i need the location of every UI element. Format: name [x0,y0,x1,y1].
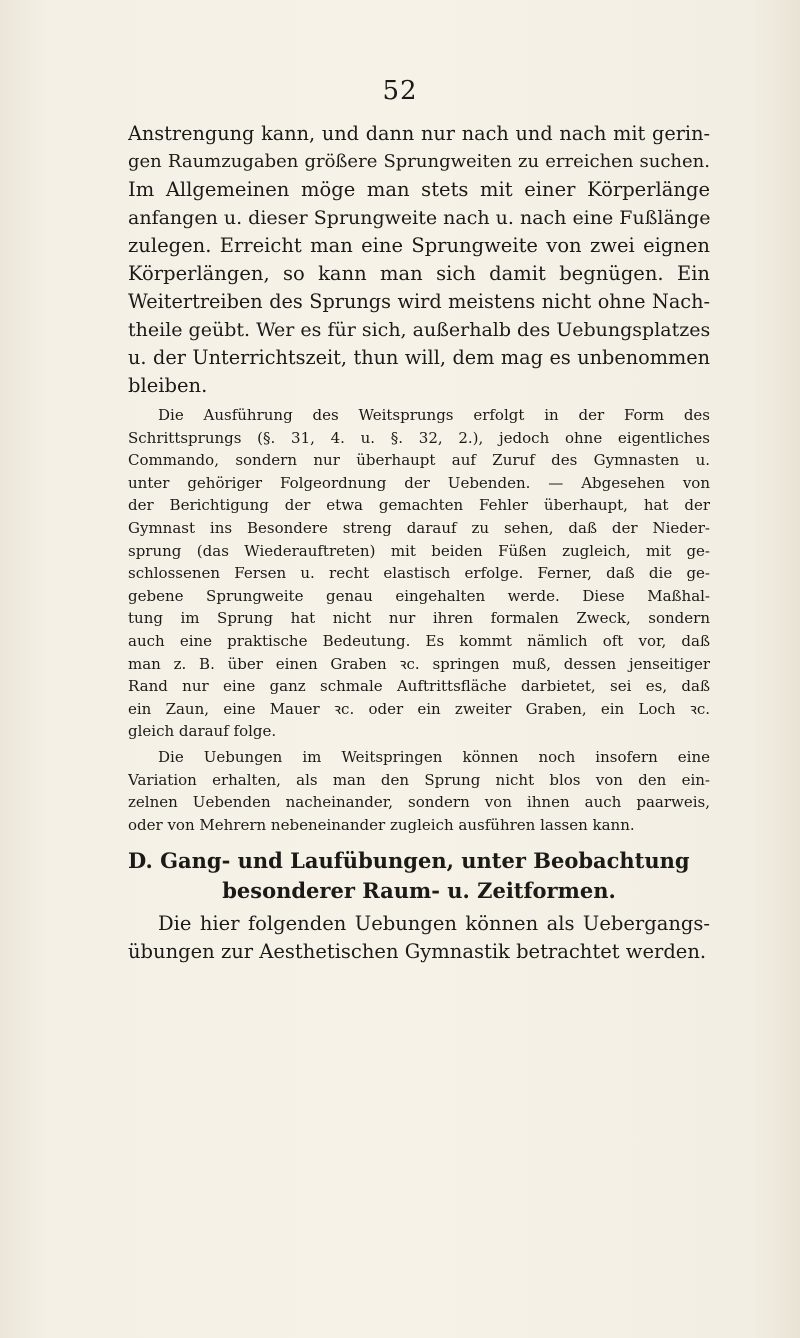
text-line: Rand nur eine ganz schmale Auftrittsfläche darbietet, sei es, daß [128,677,710,696]
text-line: man z. B. über einen Graben ꝛc. springen muß, dessen jenseitiger [128,654,710,673]
text-line: Die Uebungen im Weitspringen können noch insofern eine [158,748,710,766]
text-line: Im Allgemeinen möge man stets mit einer Körperlänge [128,178,710,201]
paragraph-3 [128,746,710,836]
text-line: der Berichtigung der etwa gemachten Fehler überhaupt, hat der [128,496,710,515]
text-line: gen Raumzugaben größere Sprungweiten zu erreichen suchen. [128,151,710,172]
text-line: ein Zaun, eine Mauer ꝛc. oder ein zweiter Graben, ein Loch ꝛc. [128,699,710,718]
text-line: gebene Sprungweite genau eingehalten werde. Diese Maßhal- [128,586,710,605]
text-line: Commando, sondern nur überhaupt auf Zuruf des Gymnasten u. [128,451,710,470]
text-line: Gymnast ins Besondere streng darauf zu sehen, daß der Nieder- [128,518,710,537]
text-line: gleich darauf folge. [128,722,277,741]
text-line: schlossenen Fersen u. recht elastisch erfolge. Ferner, daß die ge- [128,564,710,583]
section-heading [128,846,710,906]
text-line: Variation erhalten, als man den Sprung nicht blos von den ein- [128,770,710,789]
text-line: Schrittsprungs (§. 31, 4. u. §. 32, 2.), jedoch ohne eigentliches [128,428,710,447]
text-line: theile geübt. Wer es für sich, außerhalb des Uebungsplatzes [128,319,710,341]
text-line: u. der Unterrichtszeit, thun will, dem mag es unbenommen [128,346,710,369]
text-line: zelnen Uebenden nacheinander, sondern von ihnen auch paarweis, [128,793,710,812]
heading-line: D. Gang- und Laufübungen, unter Beobachtung [128,848,690,873]
text-line: unter gehöriger Folgeordnung der Uebenden. — Abgesehen von [128,473,710,492]
text-line: anfangen u. dieser Sprungweite nach u. nach eine Fußlänge [128,207,710,229]
text-line: oder von Mehrern nebeneinander zugleich ausführen lassen kann. [128,815,635,834]
text-line: sprung (das Wiederauftreten) mit beiden Füßen zugleich, mit ge- [128,541,710,560]
text-line: Die hier folgenden Uebungen können als Uebergangs- [158,912,710,935]
text-line: zulegen. Erreicht man eine Sprungweite von zwei eignen [128,234,710,257]
text-line: Anstrengung kann, und dann nur nach und nach mit gerin- [128,122,710,145]
text-line: Körperlängen, so kann man sich damit begnügen. Ein [128,262,710,285]
text-line: bleiben. [128,374,208,397]
text-line: auch eine praktische Bedeutung. Es kommt nämlich oft vor, daß [128,631,710,650]
paragraph-4 [128,910,710,966]
text-line: Die Ausführung des Weitsprungs erfolgt in der Form des [158,406,710,424]
text-line: tung im Sprung hat nicht nur ihren formalen Zweck, sondern [128,609,710,628]
text-line: Weitertreiben des Sprungs wird meistens nicht ohne Nach- [128,290,710,313]
paragraph-2 [128,404,710,743]
heading-line: besonderer Raum- u. Zeitformen. [222,878,616,903]
text-line: übungen zur Aesthetischen Gymnastik betrachtet werden. [128,940,707,963]
paragraph-1 [128,120,710,400]
page-number: 52 [382,76,418,106]
